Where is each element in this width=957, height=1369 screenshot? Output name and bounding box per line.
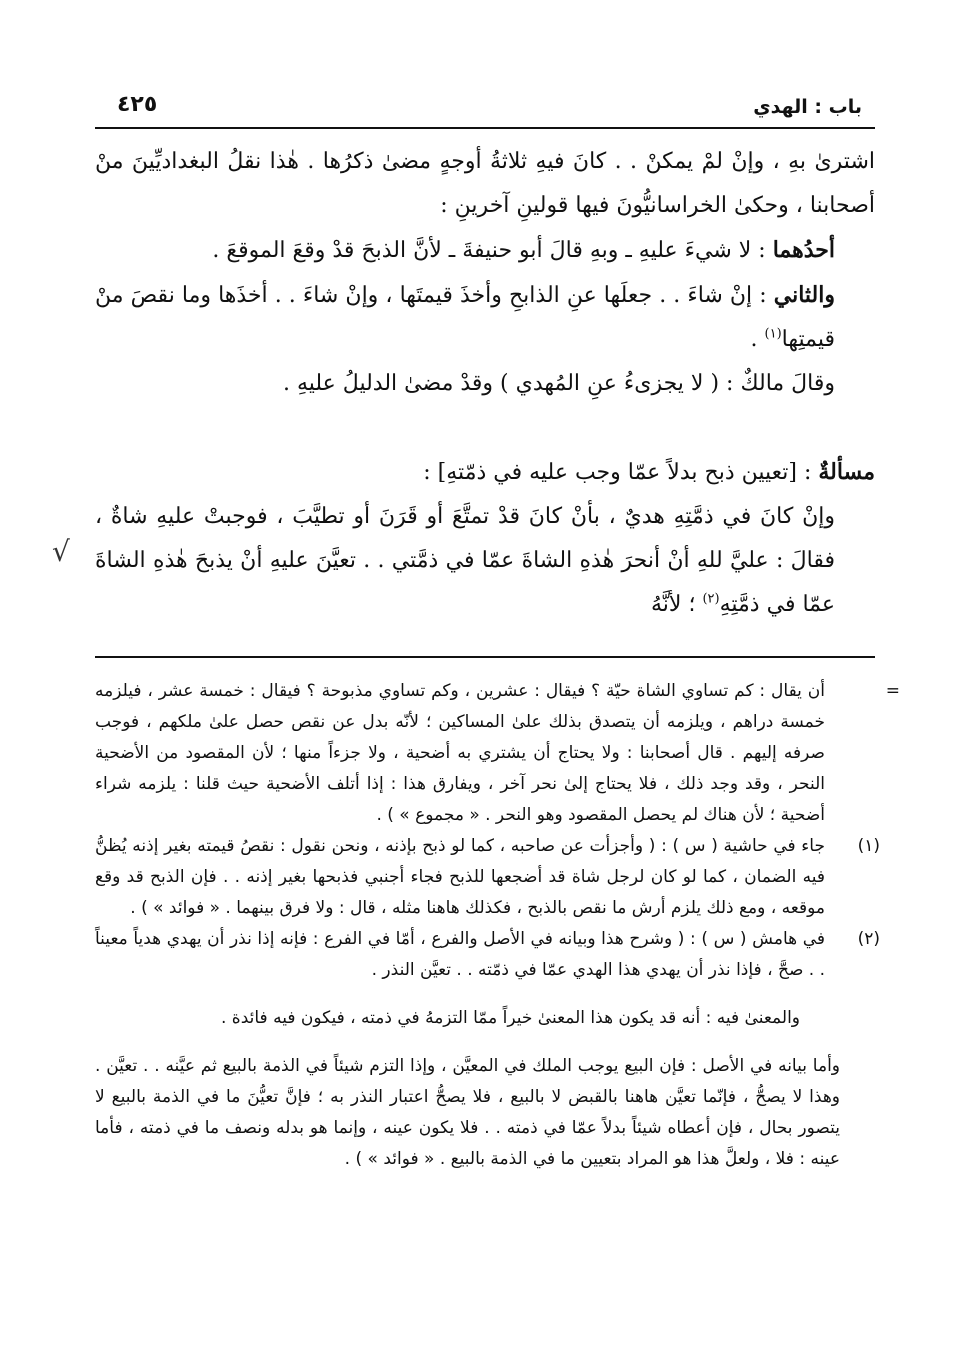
main-text xyxy=(95,140,875,627)
issue-heading xyxy=(95,450,875,495)
footnote-2-text: في هامش ( س ) : ( وشرح هذا وبيانه في الأصل والفرع ، أمّا في الفرع : فإنه إذا نذر أن يهدي هدياً معيناً . . صحَّ ، فإذا نذر أن يهدي هذا الهدي عمّا في ذمّته . . تعيَّن النذر . xyxy=(95,929,825,980)
first-opinion-label: أحدُهما xyxy=(772,237,835,263)
paragraph-1: اشترىٰ بهِ ، وإنْ لمْ يمكنْ . . كانَ فيهِ ثلاثةُ أوجهٍ مضىٰ ذكرُها . هٰذا نقلُ البغداديِّينَ منْ أصحابنا ، وحكىٰ الخراسانيُّونَ فيها قولينِ آخرينِ : xyxy=(95,149,875,218)
second-opinion-text: : إنْ شاءَ . . جعلَها عنِ الذابحِ وأخذَ قيمتَها ، وإنْ شاءَ . . أخذَها وما نقصَ منْ قيمتِها xyxy=(95,283,835,352)
footnote-2-tail: وأما بيانه في الأصل : فإن البيع يوجب الملك في المعيَّن ، وإذا التزم شيئاً في الذمة بالبيع ثم عيَّنه . . تعيَّن . وهذا لا يصحُّ ، فإنّما تعيَّن هاهنا بالقبض لا بالبيع ، فلا يصحُّ اعتبار النذر به ؛ فإنَّ تعيُّنَ ما في الذمة بالبيع لا يتصور بحال ، فإن أعطاه شيئاً بدلاً عمّا في ذمته . . فلا يكون عينه ، وإنما هو بدله ونصف ما في ذمته ، فأما عينه : فلا ، ولعلَّ هذا هو المراد بتعيين ما في الذمة بالبيع . « فوائد » ) . xyxy=(95,1056,840,1169)
page-number: ٤٢٥ xyxy=(117,92,158,117)
spacer xyxy=(95,406,875,450)
issue-label: مسألةٌ xyxy=(818,459,875,485)
second-opinion-label: والثاني xyxy=(773,282,835,308)
footnote-ref-2[interactable]: (٢) xyxy=(702,591,720,607)
continuation-marker: = xyxy=(885,681,900,701)
footnote-1-text: جاء في حاشية ( س ) : ( وأجزأت عن صاحبه ، كما لو ذبح بإذنه ، ونحن نقول : نقصُ قيمته بغير إذنه يُظنُّ فيه الضمان ، كما لو كان لرجل شاة قد أضجعها للذبح فجاء أجنبي فذبحها بغير إذنه . . فإن الذبح قد وقع موقعه ، ومع ذلك يلزم أرش ما نقص بالذبح ، فكذلك هاهنا مثله ، قال : ولا فرق بينهما . « فوائد » ) . xyxy=(95,836,825,918)
checkmark-icon: √ xyxy=(52,535,70,568)
paragraph-4: وقالَ مالكٌ : ( لا يجزىءُ عنِ المُهدي ) وقدْ مضىٰ الدليلُ عليهِ . xyxy=(282,371,835,396)
footnote-continuation xyxy=(95,676,900,831)
footnote-2-sub: والمعنىٰ فيه : أنه قد يكون هذا المعنىٰ خيراً ممّا التزمهُ في ذمته ، فيكون فيه فائدة . xyxy=(221,1008,800,1028)
issue-text: وإنْ كانَ في ذمَّتِهِ هديٌ ، بأنْ كانَ قدْ تمتَّعَ أو قَرَنَ أو تطيَّبَ ، فوجبتْ عليهِ شاةٌ ، فقالَ : عليَّ للهِ أنْ أنحرَ هٰذهِ الشاةَ عمّا في ذمَّتي . . تعيَّنَ عليهِ أنْ يذبحَ هٰذهِ الشاةَ عمّا في ذمَّتِهِ xyxy=(95,504,835,617)
footnotes xyxy=(95,676,900,1175)
footnote-2 xyxy=(95,924,880,986)
issue-title: : [تعيين ذبح بدلاً عمّا وجب عليه في ذمّتهِ] : xyxy=(423,460,819,485)
first-opinion-text: : لا شيءَ عليهِ ـ وبهِ قالَ أبو حنيفةَ ـ لأنَّ الذبحَ قدْ وقعَ الموقعَ . xyxy=(212,238,773,263)
footnote-ref-1[interactable]: (١) xyxy=(764,326,782,342)
footnote-2-number: (٢) xyxy=(857,929,880,949)
paragraph-2 xyxy=(95,228,875,273)
page-header xyxy=(95,92,862,128)
continuation-text: أن يقال : كم تساوي الشاة حيّة ؟ فيقال : عشرين ، وكم تساوي مذبوحة ؟ فيقال : خمسة عشر ، فيلزمه خمسة دراهم ، ويلزمه أن يتصدق بذلك علىٰ المساكين ؛ لأنّه بدل عن نقص حصل علىٰ ملكهم ، فوجب صرفه إليهم . قال أصحابنا : ولا يحتاج أن يشتري به أضحية ، ولا جزءاً منها ؛ لأن المقصود من الأضحية النحر ، وقد وجد ذلك ، فلا يحتاج إلىٰ نحر آخر ، ويفارق هذا : إذا أتلف الأضحية حيث قلنا : يلزمه شراء أضحية ؛ لأن هناك لم يحصل المقصود وهو النحر . « مجموع » ) . xyxy=(95,681,825,825)
footnote-rule xyxy=(95,656,875,658)
footnote-1 xyxy=(95,831,880,924)
header-rule xyxy=(95,127,875,129)
second-opinion-end: . xyxy=(750,327,765,352)
chapter-title: باب : الهدي xyxy=(753,96,862,118)
footnote-1-number: (١) xyxy=(857,836,880,856)
paragraph-3 xyxy=(95,273,875,362)
paragraph-5 xyxy=(95,495,875,627)
issue-text-end: ؛ لأنَّهُ xyxy=(651,592,703,617)
